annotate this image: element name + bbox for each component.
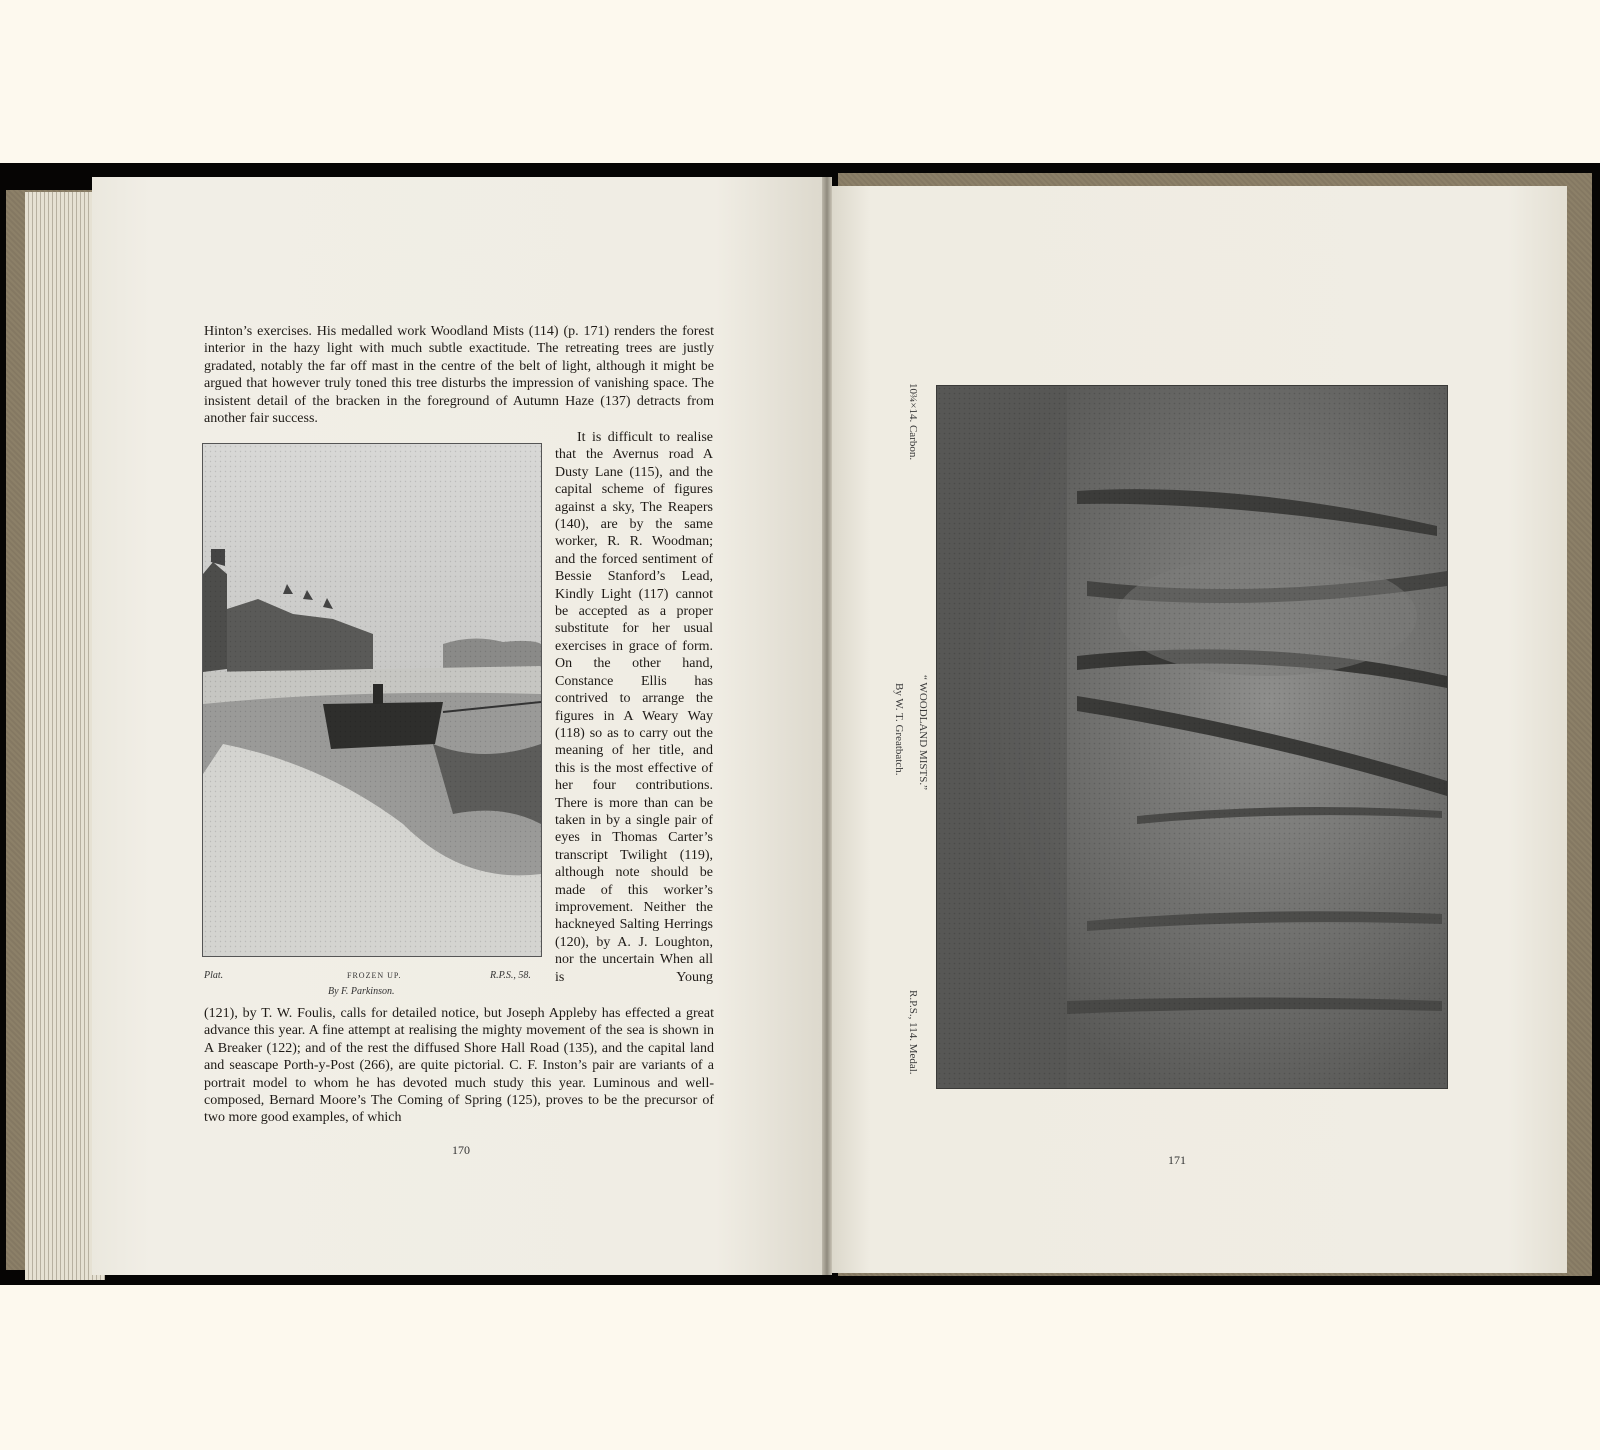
plate-size-label: 10¾×14. Carbon. <box>907 383 919 461</box>
plate-caption-ref: R.P.S., 58. <box>490 970 531 981</box>
plate-caption-byline: By F. Parkinson. <box>328 986 395 997</box>
page-number-right: 171 <box>1168 1153 1186 1167</box>
paragraph-side: It is difficult to realise that the Avernus road A Dusty Lane (115), and the capital scheme of figures against a sky, The Reapers (140), are by the same worker, R. R. Woodman; and the forced sentiment of Bessie Stanford’s Lead, Kindly Light (117) cannot be accepted as a proper substitute for her usual exercises in grace of form. On the other hand, Constance Ellis has contrived to arrange the figures in A Weary Way (118) so as to carry out the meaning of her title, and this is the most effective of her four contributions. There is more than can be taken in by a single pair of eyes in Thomas Carter’s transcript Twilight (119), although note should be made of this worker’s improvement. Neither the hackneyed Salting Herrings (120), by A. J. Loughton, nor the uncertain When all is Young <box>555 430 713 985</box>
plate-caption-left: Plat. <box>204 970 224 981</box>
plate-ref-label: R.P.S., 114. Medal. <box>907 990 919 1075</box>
frozen-up-photograph <box>202 443 542 957</box>
woodland-mists-photograph <box>936 385 1448 1089</box>
plate-caption-title: FROZEN UP. <box>347 971 402 980</box>
book-gutter <box>822 177 832 1275</box>
page-number-left: 170 <box>452 1143 470 1157</box>
paragraph-top: Hinton’s exercises. His medalled work Woodland Mists (114) (p. 171) renders the forest interior in the hazy light with much subtle exactitude. The retreating trees are justly gradated, notably the far off mast in the centre of the belt of light, although it might be argued that however truly toned this tree disturbs the impression of vanishing space. The insistent detail of the bracken in the foreground of Autumn Haze (137) detracts from another fair success. <box>204 324 714 427</box>
plate-title: “ WOODLAND MISTS.” <box>917 675 929 790</box>
plate-byline: By W. T. Greatbatch. <box>893 683 905 776</box>
paragraph-bottom: (121), by T. W. Foulis, calls for detailed notice, but Joseph Appleby has effected a great advance this year. A fine attempt at realising the mighty movement of the sea is shown in A Breaker (122); and of the rest the diffused Shore Hall Road (135), and the capital land and seascape Porth-y-Post (266), are quite pictorial. C. F. Inston’s pair are variants of a portrait model to whom he has devoted much study this year. Luminous and well-composed, Bernard Moore’s The Coming of Spring (125), proves to be the precursor of two more good examples, of which <box>204 1006 714 1126</box>
